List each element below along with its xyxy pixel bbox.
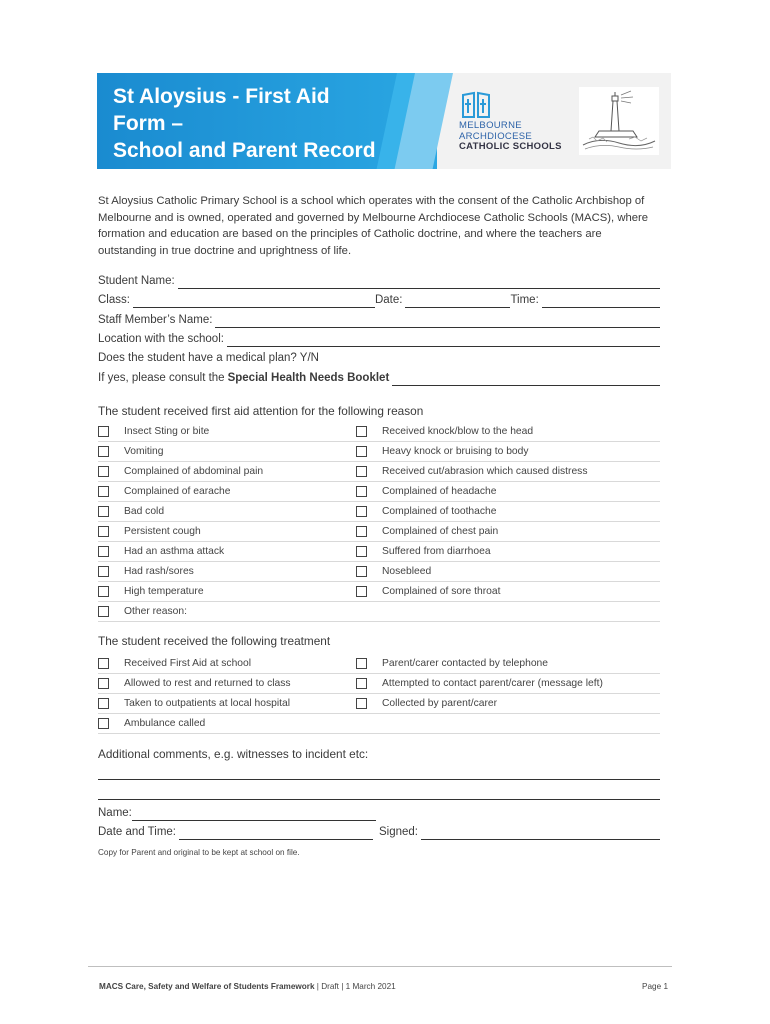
reason-row bbox=[98, 582, 660, 602]
reason-row-left-option[interactable] bbox=[98, 502, 348, 521]
reason-row-right-option[interactable] bbox=[356, 502, 660, 521]
reason-row-right-label: Complained of sore throat bbox=[382, 586, 501, 597]
reason-row-left-option[interactable] bbox=[98, 562, 348, 581]
reasons-grid bbox=[98, 422, 660, 622]
location-label: Location with the school: bbox=[98, 333, 224, 345]
macs-wordmark-line-2: ARCHDIOCESE bbox=[459, 130, 532, 142]
signed-label: Signed: bbox=[378, 826, 418, 838]
reason-row-left-option[interactable] bbox=[98, 582, 348, 601]
comments-title: Additional comments, e.g. witnesses to incident etc: bbox=[98, 747, 369, 761]
class-label: Class: bbox=[98, 294, 130, 306]
treatment-row-right-checkbox[interactable] bbox=[356, 678, 367, 689]
student-name-label: Student Name: bbox=[98, 275, 175, 287]
treatment-grid bbox=[98, 654, 660, 734]
treatment-row-right-option[interactable] bbox=[356, 654, 660, 673]
reason-row-right-label: Complained of chest pain bbox=[382, 526, 499, 537]
student-name-field[interactable] bbox=[178, 275, 660, 289]
reason-row-right-checkbox[interactable] bbox=[356, 506, 367, 517]
form-title-line-1: St Aloysius - First Aid bbox=[113, 85, 330, 108]
reason-row-left-option[interactable] bbox=[98, 462, 348, 481]
signed-field[interactable] bbox=[421, 826, 660, 840]
reason-row bbox=[98, 522, 660, 542]
reason-row bbox=[98, 502, 660, 522]
other-reason-label: Other reason: bbox=[124, 606, 187, 617]
reason-row bbox=[98, 562, 660, 582]
medical-plan-row bbox=[98, 348, 660, 366]
macs-logo bbox=[459, 91, 569, 153]
class-date-time-row bbox=[98, 290, 660, 308]
treatment-row bbox=[98, 654, 660, 674]
comments-field-1[interactable] bbox=[98, 766, 660, 780]
reason-row-right-option[interactable] bbox=[356, 582, 660, 601]
treatment-row-right-label: Attempted to contact parent/carer (message left) bbox=[382, 678, 603, 689]
reason-row bbox=[98, 482, 660, 502]
treatment-row-right-option[interactable] bbox=[356, 674, 660, 693]
reason-row bbox=[98, 542, 660, 562]
reason-row bbox=[98, 462, 660, 482]
date-signed-row bbox=[98, 822, 660, 840]
location-row bbox=[98, 329, 660, 347]
reason-row-left-label: Complained of abdominal pain bbox=[124, 466, 264, 477]
reason-row-left-label: Vomiting bbox=[124, 446, 164, 457]
reason-row-left-option[interactable] bbox=[98, 522, 348, 541]
treatment-row-left-checkbox[interactable] bbox=[98, 698, 109, 709]
ambulance-called-row bbox=[98, 714, 660, 734]
class-field[interactable] bbox=[133, 294, 375, 308]
comments-line-2 bbox=[98, 782, 660, 800]
form-title-line-3: School and Parent Record bbox=[113, 139, 376, 162]
other-reason-checkbox[interactable] bbox=[98, 606, 109, 617]
medical-plan-label: Does the student have a medical plan? Y/N bbox=[98, 352, 319, 364]
date-time-field[interactable] bbox=[179, 826, 373, 840]
date-time-label: Date and Time: bbox=[98, 826, 176, 838]
date-label: Date: bbox=[374, 294, 403, 306]
macs-wordmark-line-3: CATHOLIC SCHOOLS bbox=[459, 141, 562, 152]
reason-row-left-checkbox[interactable] bbox=[98, 426, 109, 437]
reason-row-left-checkbox[interactable] bbox=[98, 566, 109, 577]
reason-row-right-checkbox[interactable] bbox=[356, 486, 367, 497]
reason-row-left-checkbox[interactable] bbox=[98, 526, 109, 537]
ambulance-called-label: Ambulance called bbox=[124, 718, 206, 729]
treatment-row-left-label: Allowed to rest and returned to class bbox=[124, 678, 291, 689]
reason-row-left-option[interactable] bbox=[98, 442, 348, 461]
reasons-title: The student received first aid attention for the following reason bbox=[98, 404, 424, 418]
reason-row-right-option[interactable] bbox=[356, 522, 660, 541]
reason-row-left-label: Insect Sting or bite bbox=[124, 426, 210, 437]
school-crest bbox=[579, 87, 659, 155]
reason-row-left-checkbox[interactable] bbox=[98, 446, 109, 457]
form-title-line-2: Form – bbox=[113, 112, 184, 135]
reason-row-right-option[interactable] bbox=[356, 482, 660, 501]
reason-row-left-label: Bad cold bbox=[124, 506, 165, 517]
staff-member-label: Staff Member’s Name: bbox=[98, 314, 213, 326]
treatment-row-left-label: Taken to outpatients at local hospital bbox=[124, 698, 291, 709]
treatment-row-right-option[interactable] bbox=[356, 694, 660, 713]
treatment-row bbox=[98, 674, 660, 694]
reason-row-left-option[interactable] bbox=[98, 482, 348, 501]
reason-row-right-checkbox[interactable] bbox=[356, 566, 367, 577]
comments-line-1 bbox=[98, 762, 660, 780]
treatment-row-left-label: Received First Aid at school bbox=[124, 658, 252, 669]
reason-row-left-checkbox[interactable] bbox=[98, 586, 109, 597]
student-name-row bbox=[98, 271, 660, 289]
reason-row-right-checkbox[interactable] bbox=[356, 586, 367, 597]
reason-row-right-label: Received knock/blow to the head bbox=[382, 426, 534, 437]
treatment-row-left-option[interactable] bbox=[98, 654, 348, 673]
staff-member-row bbox=[98, 310, 660, 328]
reason-row-left-checkbox[interactable] bbox=[98, 506, 109, 517]
reason-row-right-checkbox[interactable] bbox=[356, 546, 367, 557]
reason-row-left-checkbox[interactable] bbox=[98, 486, 109, 497]
footer-divider bbox=[88, 966, 672, 967]
treatment-title: The student received the following treatment bbox=[98, 634, 331, 648]
reason-row-left-label: Had an asthma attack bbox=[124, 546, 225, 557]
reason-row-left-option[interactable] bbox=[98, 422, 348, 441]
comments-field-2[interactable] bbox=[98, 786, 660, 800]
reason-row-right-label: Complained of headache bbox=[382, 486, 497, 497]
lighthouse-crest-icon bbox=[579, 87, 659, 155]
reason-row bbox=[98, 442, 660, 462]
macs-cross-icon bbox=[461, 91, 491, 119]
name-label: Name: bbox=[98, 807, 132, 819]
footer-framework-title: MACS Care, Safety and Welfare of Students Framework bbox=[99, 982, 315, 991]
treatment-row bbox=[98, 694, 660, 714]
time-label: Time: bbox=[510, 294, 539, 306]
reason-row-right-label: Received cut/abrasion which caused distress bbox=[382, 466, 588, 477]
treatment-row-right-label: Collected by parent/carer bbox=[382, 698, 498, 709]
reason-row-right-label: Suffered from diarrhoea bbox=[382, 546, 491, 557]
other-reason-row bbox=[98, 602, 660, 622]
treatment-row-left-option[interactable] bbox=[98, 674, 348, 693]
treatment-row-left-checkbox[interactable] bbox=[98, 658, 109, 669]
name-field[interactable] bbox=[132, 807, 376, 821]
date-field[interactable] bbox=[405, 294, 510, 308]
reason-row-right-label: Heavy knock or bruising to body bbox=[382, 446, 529, 457]
reason-row-right-checkbox[interactable] bbox=[356, 426, 367, 437]
footer-draft-date: | Draft | 1 March 2021 bbox=[314, 982, 396, 991]
health-booklet-row bbox=[98, 368, 660, 386]
reason-row-left-checkbox[interactable] bbox=[98, 466, 109, 477]
page-number: Page 1 bbox=[642, 982, 668, 991]
reason-row-left-label: Complained of earache bbox=[124, 486, 231, 497]
treatment-row-right-checkbox[interactable] bbox=[356, 658, 367, 669]
time-field[interactable] bbox=[542, 294, 660, 308]
header-banner bbox=[97, 73, 671, 169]
form-title bbox=[113, 83, 413, 164]
reason-row-right-checkbox[interactable] bbox=[356, 526, 367, 537]
location-field[interactable] bbox=[227, 333, 660, 347]
footer-framework bbox=[99, 982, 396, 991]
health-booklet-label: Special Health Needs Booklet bbox=[227, 372, 390, 384]
reason-row-right-option[interactable] bbox=[356, 442, 660, 461]
ambulance-called-checkbox[interactable] bbox=[98, 718, 109, 729]
treatment-row-left-checkbox[interactable] bbox=[98, 678, 109, 689]
treatment-row-right-label: Parent/carer contacted by telephone bbox=[382, 658, 549, 669]
reason-row-right-option[interactable] bbox=[356, 562, 660, 581]
ambulance-called-option[interactable] bbox=[98, 714, 348, 733]
if-yes-label: If yes, please consult the bbox=[98, 372, 225, 384]
macs-wordmark bbox=[459, 121, 562, 153]
reason-row-left-label: Had rash/sores bbox=[124, 566, 194, 577]
reason-row-left-label: Persistent cough bbox=[124, 526, 201, 537]
reason-row-right-label: Complained of toothache bbox=[382, 506, 497, 517]
copy-note: Copy for Parent and original to be kept at school on file. bbox=[98, 848, 300, 857]
reason-row-right-option[interactable] bbox=[356, 462, 660, 481]
other-reason-option[interactable] bbox=[98, 602, 348, 621]
reason-row-right-option[interactable] bbox=[356, 542, 660, 561]
treatment-row-left-option[interactable] bbox=[98, 694, 348, 713]
reason-row-right-checkbox[interactable] bbox=[356, 446, 367, 457]
health-booklet-field[interactable] bbox=[392, 372, 660, 386]
name-row bbox=[98, 803, 660, 821]
reason-row-left-checkbox[interactable] bbox=[98, 546, 109, 557]
reason-row-right-checkbox[interactable] bbox=[356, 466, 367, 477]
intro-paragraph: St Aloysius Catholic Primary School is a school which operates with the consent of the Catholic Archbishop of Melbourne and is owned, operated and governed by Melbourne Archdiocese Catholic Schools (MACS), where formation and education are based on the principles of Catholic doctrine, and where the teachers are outstanding in true doctrine and uprightness of life. bbox=[98, 195, 649, 257]
reason-row-left-label: High temperature bbox=[124, 586, 204, 597]
reason-row-right-label: Nosebleed bbox=[382, 566, 432, 577]
staff-member-field[interactable] bbox=[215, 314, 660, 328]
reason-row-right-option[interactable] bbox=[356, 422, 660, 441]
macs-wordmark-line-1: MELBOURNE bbox=[459, 120, 522, 131]
reason-row-left-option[interactable] bbox=[98, 542, 348, 561]
treatment-row-right-checkbox[interactable] bbox=[356, 698, 367, 709]
reason-row bbox=[98, 422, 660, 442]
